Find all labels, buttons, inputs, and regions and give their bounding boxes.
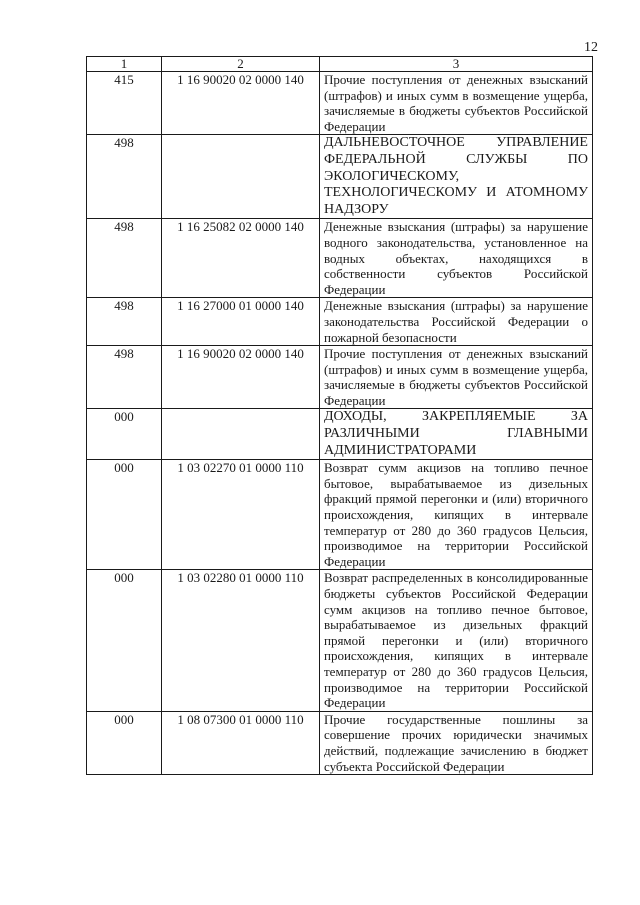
admin-code-cell: 498 (87, 219, 162, 298)
admin-code-cell: 498 (87, 135, 162, 219)
table-row (87, 135, 593, 219)
table-row (87, 346, 593, 409)
page-number: 12 (584, 40, 598, 55)
revenue-code-cell: 1 16 90020 02 0000 140 (162, 346, 320, 409)
revenue-name-cell: Денежные взыскания (штрафы) за нарушение законодательства Российской Федерации о пожарной безопасности (320, 298, 593, 346)
revenue-name-cell: Прочие поступления от денежных взысканий (штрафов) и иных сумм в возмещение ущерба, зачисляемые в бюджеты субъектов Российской Федерации (320, 72, 593, 135)
table-row (87, 409, 593, 460)
revenue-code-cell: 1 03 02270 01 0000 110 (162, 460, 320, 570)
table-header-row (87, 57, 593, 72)
revenue-code-cell: 1 16 90020 02 0000 140 (162, 72, 320, 135)
revenue-name-cell: Прочие государственные пошлины за совершение прочих юридически значимых действий, подлежащие зачислению в бюджет субъекта Российской Федерации (320, 711, 593, 774)
table-row (87, 570, 593, 711)
revenue-table (86, 56, 593, 775)
table-row (87, 298, 593, 346)
admin-code-cell: 498 (87, 298, 162, 346)
revenue-code-cell: 1 16 27000 01 0000 140 (162, 298, 320, 346)
admin-code-cell: 000 (87, 409, 162, 460)
revenue-code-cell (162, 409, 320, 460)
admin-code-cell: 415 (87, 72, 162, 135)
revenue-code-cell: 1 08 07300 01 0000 110 (162, 711, 320, 774)
revenue-name-cell: Денежные взыскания (штрафы) за нарушение водного законодательства, установленное на водных объектах, находящихся в собственности субъектов Российской Федерации (320, 219, 593, 298)
revenue-code-cell: 1 16 25082 02 0000 140 (162, 219, 320, 298)
table-row (87, 460, 593, 570)
revenue-code-cell (162, 135, 320, 219)
revenue-name-cell: Возврат сумм акцизов на топливо печное бытовое, вырабатываемое из дизельных фракций прямой перегонки и (или) вторичного происхождения, кипящих в интервале температур от 280 до 360 градусов Цельсия, производимое на территории Российской Федерации (320, 460, 593, 570)
header-col-2: 2 (162, 57, 320, 72)
revenue-name-cell: ДАЛЬНЕВОСТОЧНОЕ УПРАВЛЕНИЕ ФЕДЕРАЛЬНОЙ СЛУЖБЫ ПО ЭКОЛОГИЧЕСКОМУ, ТЕХНОЛОГИЧЕСКОМУ И АТОМНОМУ НАДЗОРУ (320, 135, 593, 219)
revenue-name-cell: ДОХОДЫ, ЗАКРЕПЛЯЕМЫЕ ЗА РАЗЛИЧНЫМИ ГЛАВНЫМИ АДМИНИСТРАТОРАМИ (320, 409, 593, 460)
table-body (87, 57, 593, 775)
revenue-name-cell: Возврат распределенных в консолидированные бюджеты субъектов Российской Федерации сумм акцизов на топливо печное бытовое, вырабатываемое из дизельных фракций прямой перегонки и (или) вторичного происхождения, кипящих в интервале температур от 280 до 360 градусов Цельсия, производимое на территории Российской Федерации (320, 570, 593, 711)
header-col-3: 3 (320, 57, 593, 72)
table-row (87, 219, 593, 298)
table-row (87, 72, 593, 135)
table-row (87, 711, 593, 774)
admin-code-cell: 000 (87, 460, 162, 570)
header-col-1: 1 (87, 57, 162, 72)
revenue-name-cell: Прочие поступления от денежных взысканий (штрафов) и иных сумм в возмещение ущерба, зачисляемые в бюджеты субъектов Российской Федерации (320, 346, 593, 409)
revenue-code-cell: 1 03 02280 01 0000 110 (162, 570, 320, 711)
admin-code-cell: 498 (87, 346, 162, 409)
admin-code-cell: 000 (87, 711, 162, 774)
admin-code-cell: 000 (87, 570, 162, 711)
